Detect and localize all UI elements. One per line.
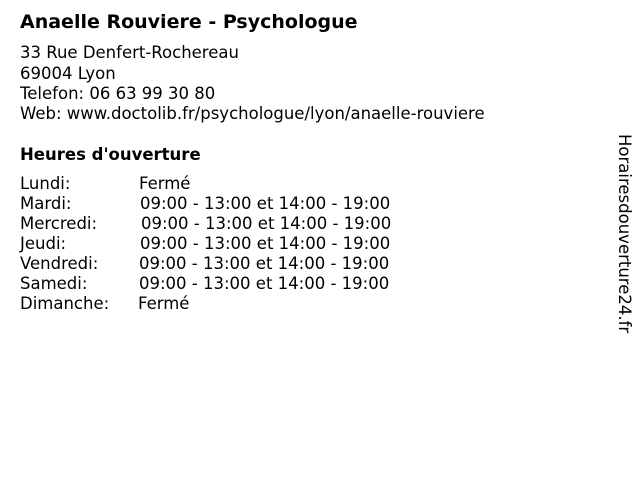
site-watermark [612,134,634,344]
website: Web: www.doctolib.fr/psychologue/lyon/anaelle-rouviere [20,104,485,123]
day-label: Jeudi: [20,234,67,253]
site-watermark-text: Horairesdouverture24.fr [615,134,634,334]
day-label: Samedi: [20,274,88,293]
day-label: Lundi: [20,174,71,193]
day-label: Mardi: [20,194,72,213]
page-title: Anaelle Rouviere - Psychologue [20,11,358,33]
day-hours: 09:00 - 13:00 et 14:00 - 19:00 [139,254,390,273]
day-hours: 09:00 - 13:00 et 14:00 - 19:00 [141,214,392,233]
address-city: 69004 Lyon [20,64,116,83]
day-hours: 09:00 - 13:00 et 14:00 - 19:00 [140,234,391,253]
phone-number: Telefon: 06 63 99 30 80 [20,84,216,103]
day-label: Mercredi: [20,214,98,233]
day-hours: Fermé [138,294,190,313]
day-label: Vendredi: [20,254,99,273]
address-street: 33 Rue Denfert-Rochereau [20,43,239,62]
day-hours: 09:00 - 13:00 et 14:00 - 19:00 [140,194,391,213]
day-label: Dimanche: [20,294,110,313]
day-hours: Fermé [139,174,191,193]
opening-hours-heading: Heures d'ouverture [20,145,201,164]
day-hours: 09:00 - 13:00 et 14:00 - 19:00 [139,274,390,293]
